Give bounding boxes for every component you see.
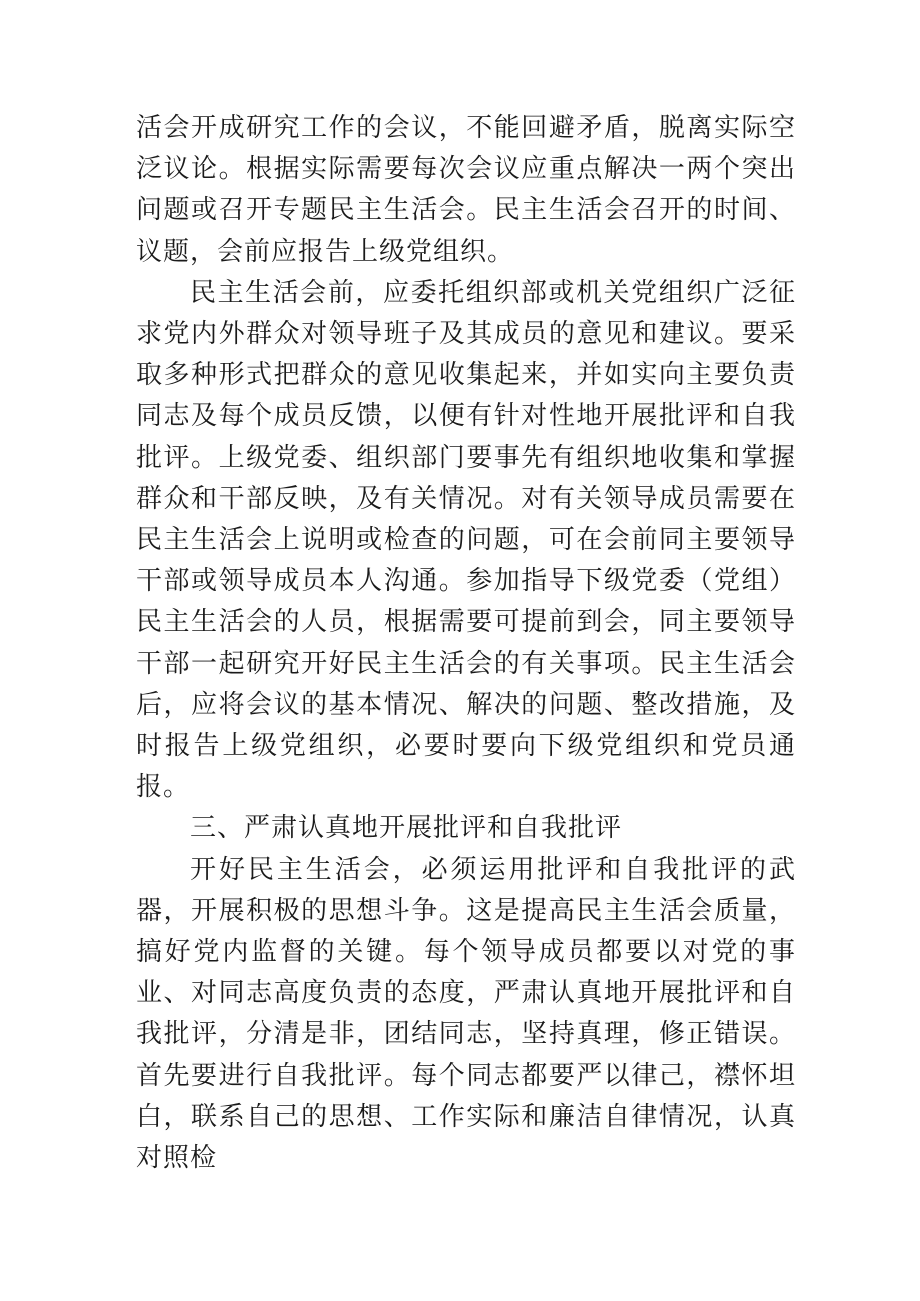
paragraph-continuation: 活会开成研究工作的会议，不能回避矛盾，脱离实际空泛议论。根据实际需要每次会议应重点解决一两个突出问题或召开专题民主生活会。民主生活会召开的时间、议题，会前应报告上级党组织。 — [136, 113, 796, 267]
section-heading: 三、严肃认真地开展批评和自我批评 — [190, 813, 623, 844]
paragraph-criticism: 开好民主生活会，必须运用批评和自我批评的武器，开展积极的思想斗争。这是提高民主生活会质量，搞好党内监督的关键。每个领导成员都要以对党的事业、对同志高度负责的态度，严肃认真地开展批评和自我批评，分清是非，团结同志，坚持真理，修正错误。首先要进行自我批评。每个同志都要严以律己，襟怀坦白，联系自己的思想、工作实际和廉洁自律情况，认真对照检 — [136, 854, 796, 1174]
paragraph-pre-meeting: 民主生活会前，应委托组织部或机关党组织广泛征求党内外群众对领导班子及其成员的意见和建议。要采取多种形式把群众的意见收集起来，并如实向主要负责同志及每个成员反馈，以便有针对性地开展批评和自我批评。上级党委、组织部门要事先有组织地收集和掌握群众和干部反映，及有关情况。对有关领导成员需要在民主生活会上说明或检查的问题，可在会前同主要领导干部或领导成员本人沟通。参加指导下级党委（党组）民主生活会的人员，根据需要可提前到会，同主要领导干部一起研究开好民主生活会的有关事项。民主生活会后，应将会议的基本情况、解决的问题、整改措施，及时报告上级党组织，必要时要向下级党组织和党员通报。 — [136, 277, 796, 803]
document-body — [136, 108, 796, 1179]
